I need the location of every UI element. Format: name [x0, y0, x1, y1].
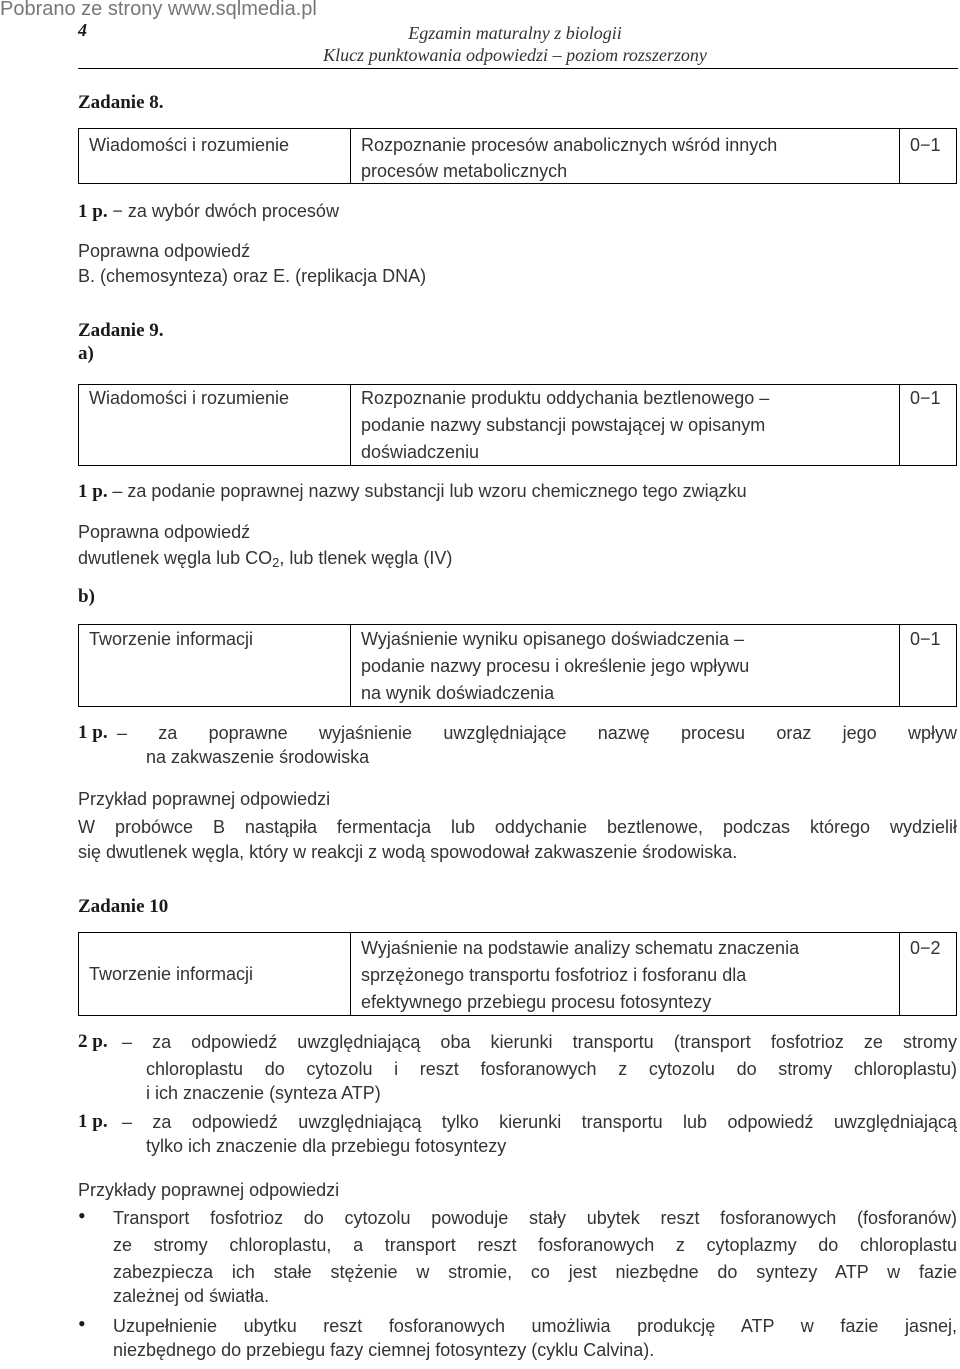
task-10-score: 0−2: [910, 938, 941, 958]
task-9-part-a: a): [78, 343, 94, 364]
task-10-example1-line1: Transport fosfotrioz do cytozolu powoduje stały ubytek reszt fosforanowych (fosforanów): [113, 1208, 957, 1228]
bullet-icon: •: [78, 1203, 86, 1228]
task-9b-table: [78, 624, 957, 707]
header-rule: [78, 68, 958, 69]
task-9-title: Zadanie 9.: [78, 320, 164, 341]
task-9b-criterion-line1: – za poprawne wyjaśnienie uwzględniające nazwę procesu oraz jego wpływ: [117, 723, 957, 743]
task-8-answer-label: Poprawna odpowiedź: [78, 241, 251, 261]
task-8-score: 0−1: [910, 135, 941, 155]
task-8-title: Zadanie 8.: [78, 92, 164, 113]
page-number: 4: [78, 20, 87, 40]
task-10-area: Tworzenie informacji: [89, 964, 254, 984]
task-10-example1-line2: ze stromy chloroplastu, a transport reszt fosforanowych z cytoplazmy do chloroplastu: [113, 1235, 957, 1255]
task-8-answer: B. (chemosynteza) oraz E. (replikacja DNA): [78, 266, 427, 286]
task-10-req-line3: efektywnego przebiegu procesu fotosyntezy: [361, 992, 712, 1012]
task-9b-req-line2: podanie nazwy procesu i określenie jego wpływu: [361, 656, 750, 676]
task-10-req-line2: sprzężonego transportu fosfotrioz i fosforanu dla: [361, 965, 747, 985]
task-9b-area: Tworzenie informacji: [89, 629, 254, 649]
task-8-req-line2: procesów metabolicznych: [361, 161, 568, 181]
task-10-points-1: 1 p.: [78, 1111, 108, 1132]
task-8-points: 1 p.: [78, 201, 108, 222]
task-9-part-b: b): [78, 586, 95, 607]
task-10-table: [78, 932, 957, 1016]
task-8-area: Wiadomości i rozumienie: [89, 135, 290, 155]
task-10-crit2-line1: – za odpowiedź uwzględniającą oba kierunki transportu (transport fosfotrioz ze stromy: [122, 1032, 957, 1052]
task-9b-points: 1 p.: [78, 722, 108, 743]
task-10-examples-label: Przykłady poprawnej odpowiedzi: [78, 1180, 340, 1200]
task-9a-score: 0−1: [910, 388, 941, 408]
task-9a-table: [78, 384, 957, 466]
task-9b-score: 0−1: [910, 629, 941, 649]
task-9b-req-line1: Wyjaśnienie wyniku opisanego doświadczenia –: [361, 629, 745, 649]
task-9b-example-line1: W probówce B nastąpiła fermentacja lub oddychanie beztlenowe, podczas którego wydzielił: [78, 817, 957, 837]
task-9a-req-line1: Rozpoznanie produktu oddychania beztlenowego –: [361, 388, 770, 408]
task-10-points-2: 2 p.: [78, 1031, 108, 1052]
task-9b-criterion-line2: na zakwaszenie środowiska: [146, 747, 370, 767]
task-10-req-line1: Wyjaśnienie na podstawie analizy schematu znaczenia: [361, 938, 800, 958]
task-10-crit2-line2: chloroplastu do cytozolu i reszt fosforanowych z cytozolu do stromy chloroplastu): [146, 1059, 957, 1079]
header-subtitle: Klucz punktowania odpowiedzi – poziom rozszerzony: [323, 45, 707, 65]
task-10-crit2-line3: i ich znaczenie (synteza ATP): [146, 1083, 381, 1103]
task-10-example2-line2: niezbędnego do przebiegu fazy ciemnej fotosyntezy (cyklu Calvina).: [113, 1340, 655, 1360]
task-9a-req-line3: doświadczeniu: [361, 442, 480, 462]
task-9a-criterion: [78, 481, 747, 503]
task-9a-answer: dwutlenek węgla lub $CO_2$, lub tlenek węgla (IV): [78, 548, 453, 570]
header-title: Egzamin maturalny z biologii: [408, 23, 622, 43]
task-10-example2-line1: Uzupełnienie ubytku reszt fosforanowych umożliwia produkcję ATP w fazie jasnej,: [113, 1316, 957, 1336]
task-9a-points: 1 p.: [78, 481, 108, 502]
task-9b-req-line3: na wynik doświadczenia: [361, 683, 555, 703]
task-10-crit1-line2: tylko ich znaczenie dla przebiegu fotosyntezy: [146, 1136, 507, 1156]
task-9b-example-label: Przykład poprawnej odpowiedzi: [78, 789, 331, 809]
task-10-example1-line4: zależnej od światła.: [113, 1286, 270, 1306]
task-9a-req-line2: podanie nazwy substancji powstającej w opisanym: [361, 415, 766, 435]
task-8-criterion: [78, 201, 339, 223]
task-10-example1-line3: zabezpiecza ich stałe stężenie w stromie, co jest niezbędne do syntezy ATP w fazie: [113, 1262, 957, 1282]
watermark: Pobrano ze strony www.sqlmedia.pl: [0, 0, 317, 20]
task-9b-example-line2: się dwutlenek węgla, który w reakcji z wodą spowodował zakwaszenie środowiska.: [78, 842, 738, 862]
task-8-req-line1: Rozpoznanie procesów anabolicznych wśród innych: [361, 135, 778, 155]
task-8-table: [78, 128, 957, 184]
task-9a-criterion-text: – za podanie poprawnej nazwy substancji lub wzoru chemicznego tego związku: [112, 481, 747, 501]
task-9a-answer-label: Poprawna odpowiedź: [78, 522, 251, 542]
task-10-crit1-line1: – za odpowiedź uwzględniającą tylko kierunki transportu lub odpowiedź uwzględniającą: [122, 1112, 957, 1132]
task-10-title: Zadanie 10: [78, 896, 169, 917]
task-9a-area: Wiadomości i rozumienie: [89, 388, 290, 408]
bullet-icon: •: [78, 1311, 86, 1336]
task-8-criterion-text: − za wybór dwóch procesów: [112, 201, 339, 221]
